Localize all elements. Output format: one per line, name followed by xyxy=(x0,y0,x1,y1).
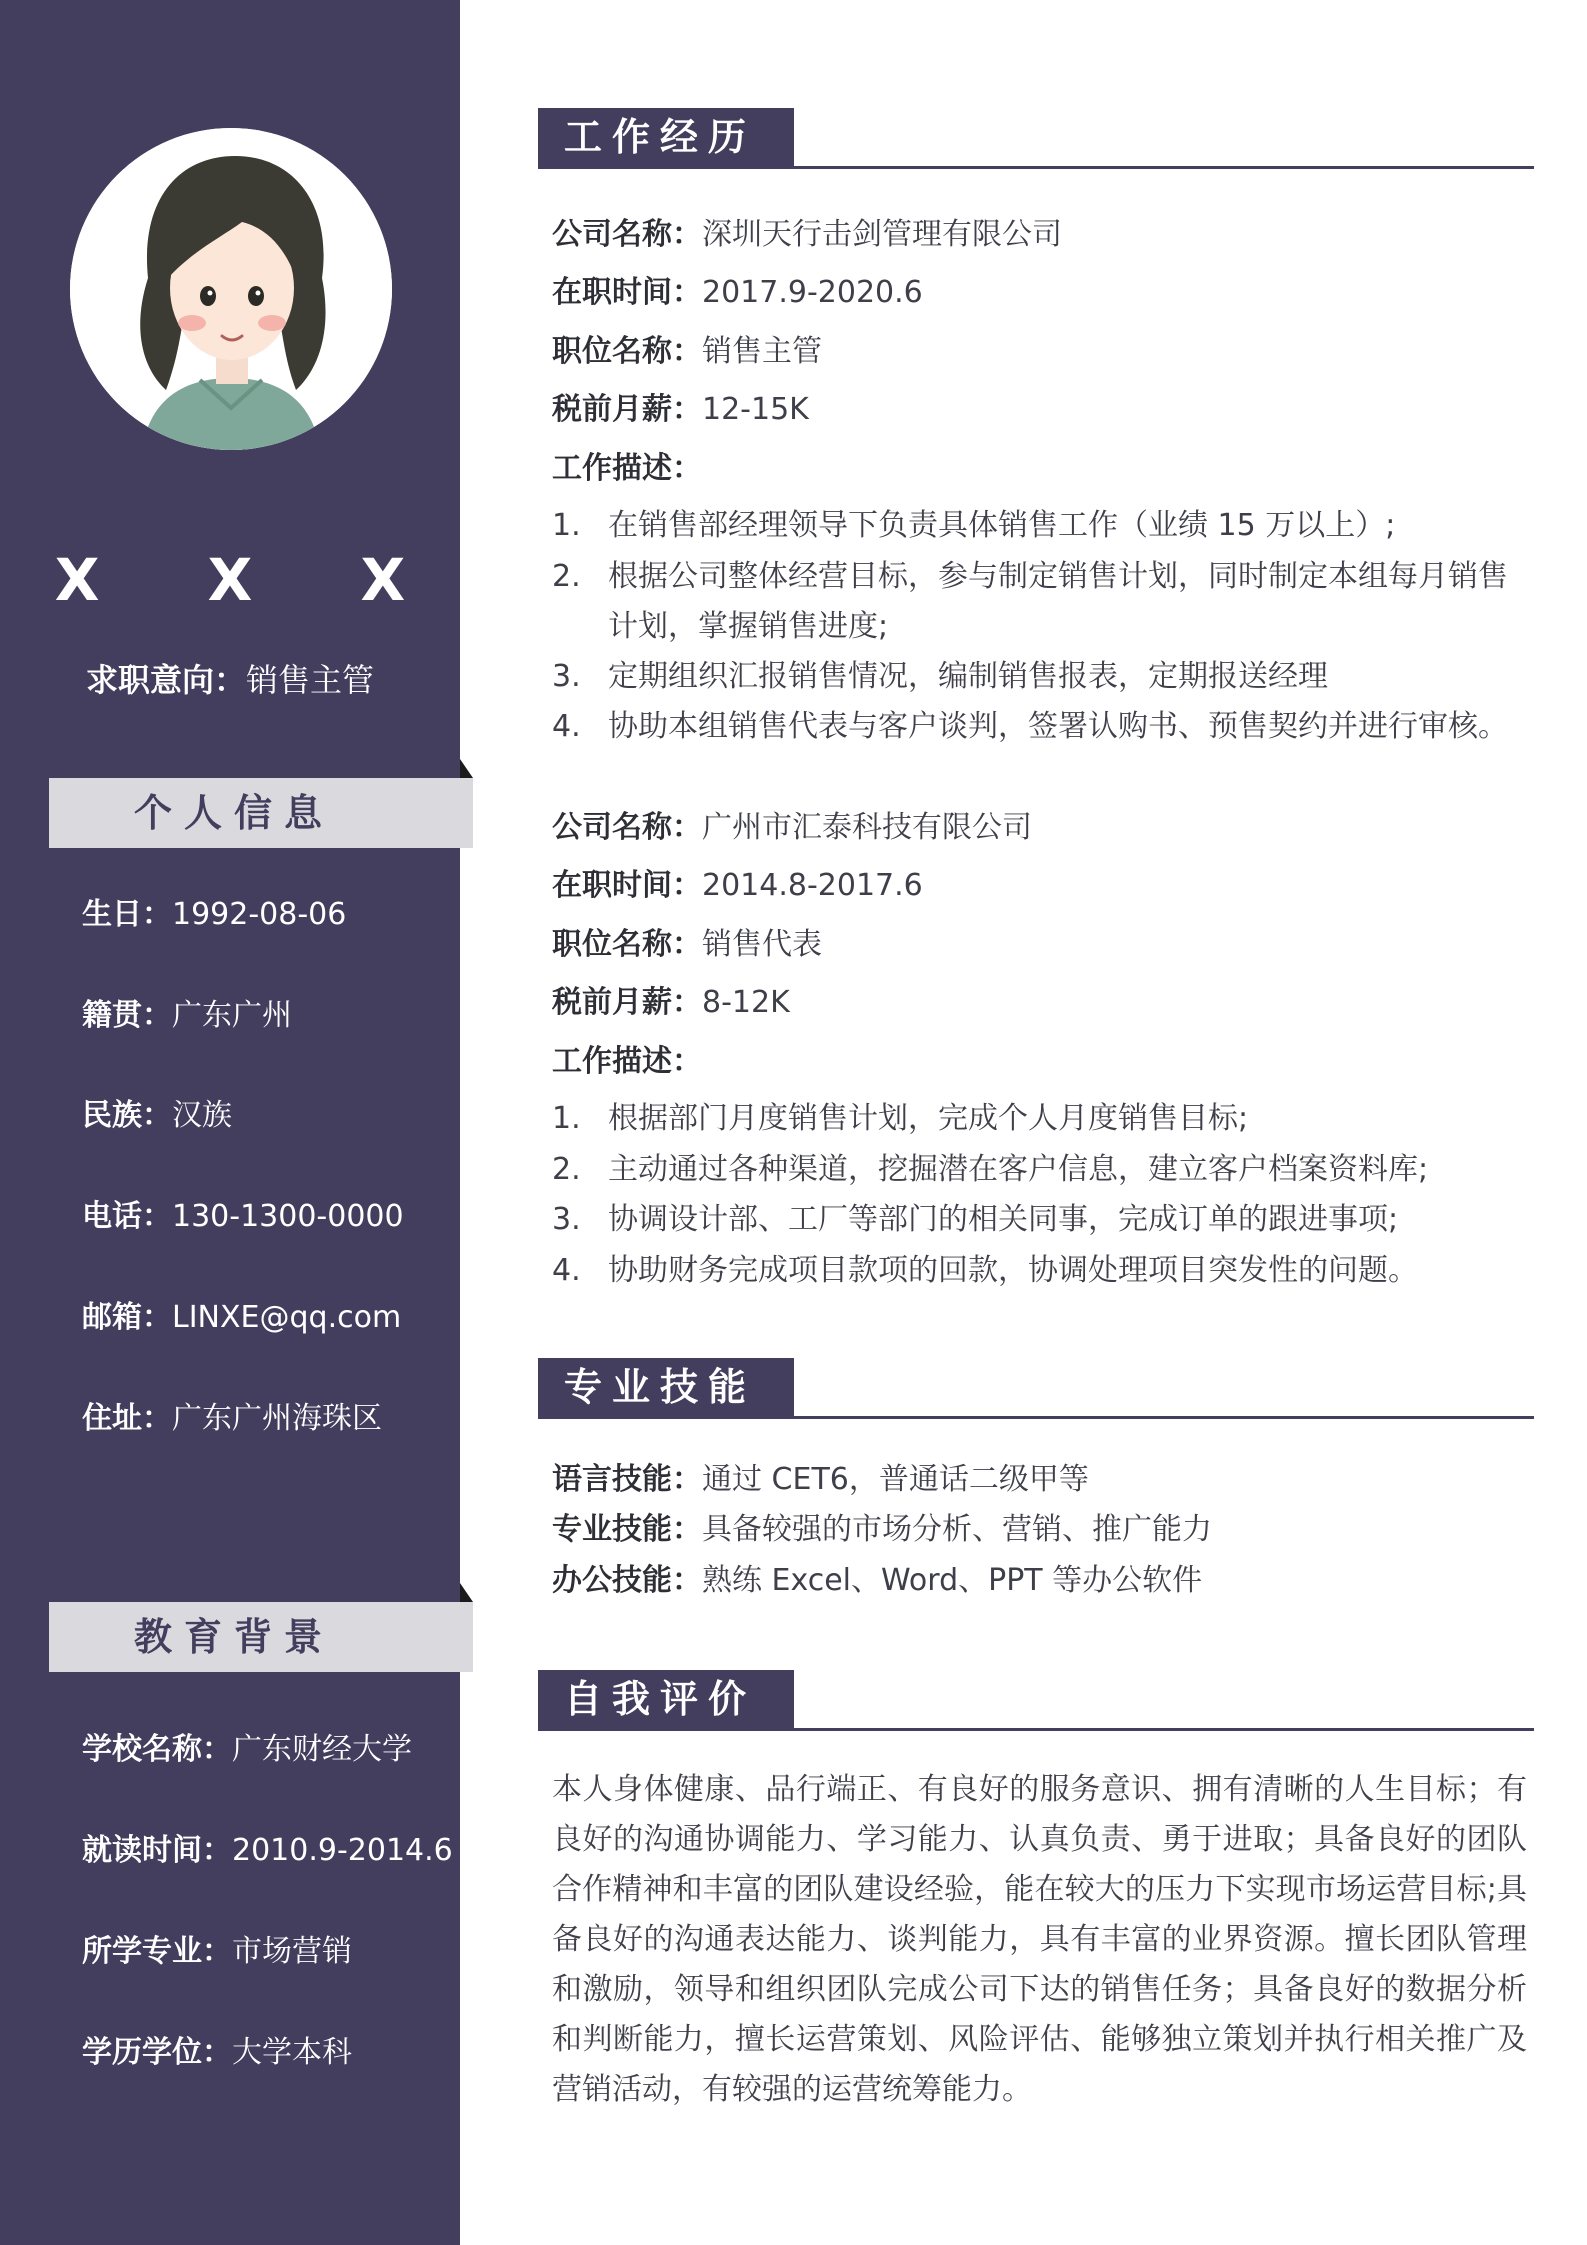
job-intent-value: 销售主管 xyxy=(246,661,375,699)
info-ethnicity: 民族：汉族 xyxy=(82,1098,232,1133)
education-heading xyxy=(49,1602,473,1672)
skill-office: 办公技能：熟练 Excel、Word、PPT 等办公软件 xyxy=(552,1563,1203,1598)
job2-period: 在职时间：2014.8-2017.6 xyxy=(552,868,923,903)
section-divider xyxy=(538,166,1534,169)
job-intent-label: 求职意向： xyxy=(85,661,246,699)
skills-heading xyxy=(538,1358,1534,1420)
job2-salary: 税前月薪：8-12K xyxy=(552,985,790,1020)
job2-desc-label: 工作描述： xyxy=(552,1044,702,1079)
skills-title: 专业技能 xyxy=(538,1358,794,1416)
avatar xyxy=(70,128,392,450)
job1-position: 职位名称：销售主管 xyxy=(552,334,822,369)
skill-language: 语言技能：通过 CET6，普通话二级甲等 xyxy=(552,1462,1089,1497)
edu-degree: 学历学位：大学本科 xyxy=(82,2035,352,2070)
self-evaluation-text: 本人身体健康、品行端正、有良好的服务意识、拥有清晰的人生目标；有良好的沟通协调能力、学习能力、认真负责、勇于进取；具备良好的团队合作精神和丰富的团队建设经验，能在较大的压力下实现市场运营目标;具备良好的沟通表达能力、谈判能力，具有丰富的业界资源。擅长团队管理和激励，领导和组织团队完成公司下达的销售任务；具备良好的数据分析和判断能力，擅长运营策划、风险评估、能够独立策划并执行相关推广及营销活动，有较强的运营统筹能力。 xyxy=(552,1772,1527,2107)
job1-desc-label: 工作描述： xyxy=(552,451,702,486)
info-email: 邮箱：LINXE@qq.com xyxy=(82,1300,402,1335)
job2-duty: 2. 主动通过各种渠道，挖掘潜在客户信息，建立客户档案资料库; xyxy=(552,1152,1429,1187)
job1-duty: 4. 协助本组销售代表与客户谈判，签署认购书、预售契约并进行审核。 xyxy=(552,709,1508,744)
edu-school: 学校名称：广东财经大学 xyxy=(82,1732,412,1767)
job2-company: 公司名称：广州市汇泰科技有限公司 xyxy=(552,810,1032,845)
job2-position: 职位名称：销售代表 xyxy=(552,927,822,962)
info-address: 住址：广东广州海珠区 xyxy=(82,1401,382,1436)
work-experience-title: 工作经历 xyxy=(538,108,794,166)
work-experience-heading xyxy=(538,108,1534,170)
candidate-name: X X X xyxy=(54,546,450,614)
info-phone: 电话：130-1300-0000 xyxy=(82,1199,404,1234)
info-birthday: 生日：1992-08-06 xyxy=(82,897,347,932)
heading-fold-decoration xyxy=(460,759,473,778)
edu-major: 所学专业：市场营销 xyxy=(82,1934,352,1969)
job1-period: 在职时间：2017.9-2020.6 xyxy=(552,275,923,310)
job1-company: 公司名称：深圳天行击剑管理有限公司 xyxy=(552,217,1062,252)
job1-duty: 2. 根据公司整体经营目标，参与制定销售计划，同时制定本组每月销售计划，掌握销售进度; xyxy=(552,559,1508,644)
edu-period: 就读时间：2010.9-2014.6 xyxy=(82,1833,453,1868)
personal-info-heading xyxy=(49,778,473,848)
heading-fold-decoration xyxy=(460,1583,473,1602)
section-divider xyxy=(538,1728,1534,1731)
sidebar xyxy=(0,0,460,2245)
self-evaluation-heading xyxy=(538,1670,1534,1732)
avatar-illustration xyxy=(70,128,392,450)
job1-duty: 1. 在销售部经理领导下负责具体销售工作（业绩 15 万以上）; xyxy=(552,508,1396,543)
personal-info-title: 个人信息 xyxy=(133,791,334,835)
job-intent xyxy=(0,655,460,705)
job1-duty: 3. 定期组织汇报销售情况，编制销售报表，定期报送经理 xyxy=(552,659,1328,694)
self-evaluation-title: 自我评价 xyxy=(538,1670,794,1728)
job2-duty: 1. 根据部门月度销售计划，完成个人月度销售目标; xyxy=(552,1101,1249,1136)
section-divider xyxy=(538,1416,1534,1419)
education-title: 教育背景 xyxy=(133,1615,334,1659)
job1-salary: 税前月薪：12-15K xyxy=(552,392,809,427)
job2-duty: 4. 协助财务完成项目款项的回款，协调处理项目突发性的问题。 xyxy=(552,1253,1418,1288)
skill-professional: 专业技能：具备较强的市场分析、营销、推广能力 xyxy=(552,1512,1212,1547)
info-hometown: 籍贯：广东广州 xyxy=(82,998,292,1033)
job2-duty: 3. 协调设计部、工厂等部门的相关同事，完成订单的跟进事项; xyxy=(552,1202,1399,1237)
